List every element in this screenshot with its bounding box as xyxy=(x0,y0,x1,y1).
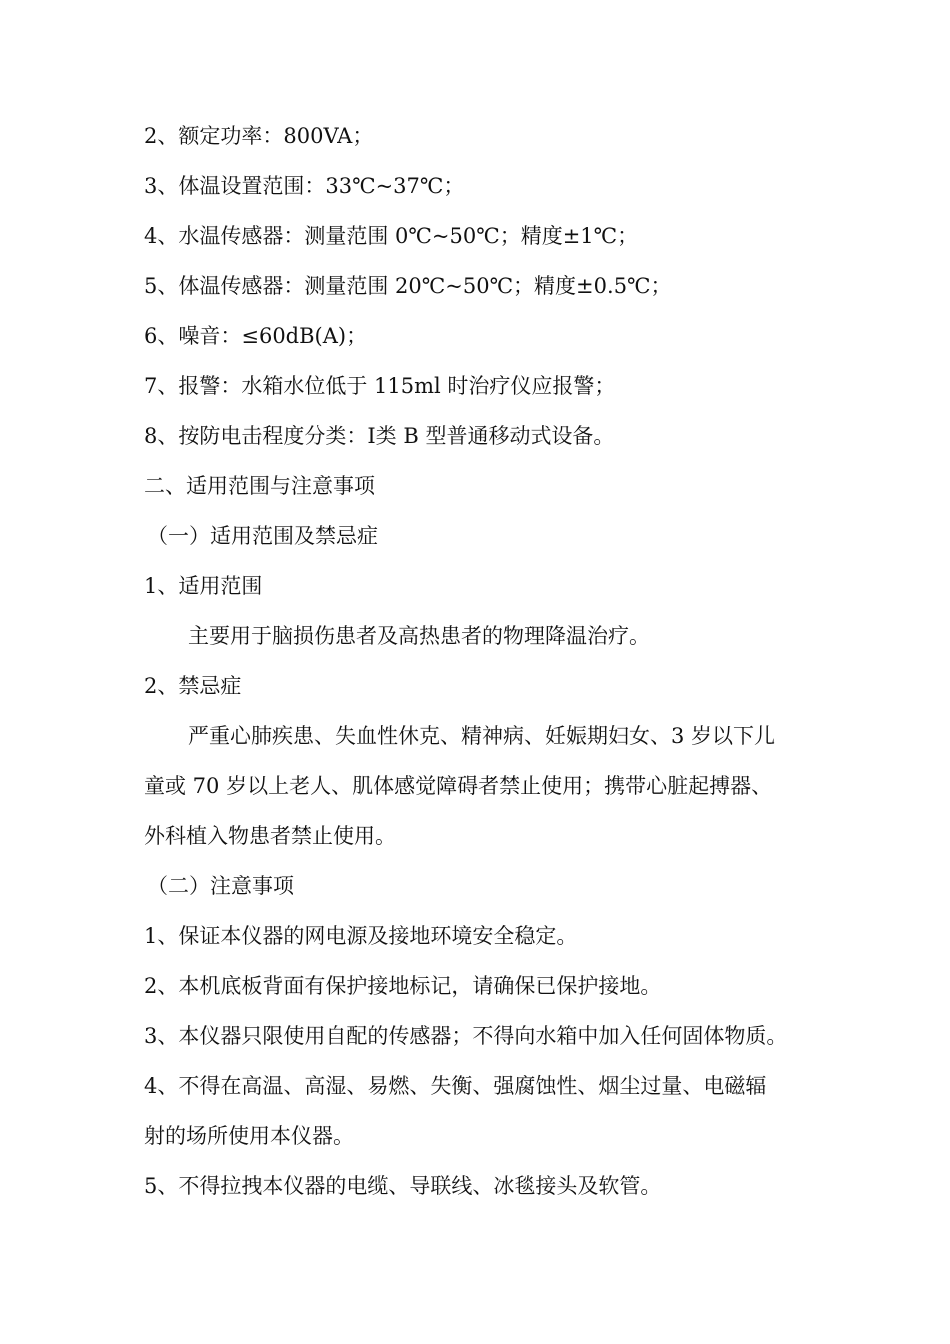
spec-body-temp-range: 3、体温设置范围：33℃~37℃； xyxy=(144,174,465,198)
subsection-heading-precautions: （二）注意事项 xyxy=(147,874,294,898)
precaution-2: 2、本机底板背面有保护接地标记，请确保已保护接地。 xyxy=(144,974,662,998)
precaution-4-line-2: 射的场所使用本仪器。 xyxy=(144,1124,354,1148)
scope-paragraph: 主要用于脑损伤患者及高热患者的物理降温治疗。 xyxy=(188,624,650,648)
section-heading: 二、适用范围与注意事项 xyxy=(144,474,375,498)
spec-alarm: 7、报警：水箱水位低于 115ml 时治疗仪应报警； xyxy=(144,374,616,398)
spec-noise: 6、噪音：≤60dB(A)； xyxy=(144,324,368,348)
precaution-1: 1、保证本仪器的网电源及接地环境安全稳定。 xyxy=(144,924,578,948)
precaution-3: 3、本仪器只限使用自配的传感器；不得向水箱中加入任何固体物质。 xyxy=(144,1024,788,1048)
precaution-5: 5、不得拉拽本仪器的电缆、导联线、冰毯接头及软管。 xyxy=(144,1174,662,1198)
contraindications-line-3: 外科植入物患者禁止使用。 xyxy=(144,824,396,848)
item-heading-scope: 1、适用范围 xyxy=(144,574,263,598)
spec-rated-power: 2、额定功率：800VA； xyxy=(144,124,374,148)
subsection-heading-scope: （一）适用范围及禁忌症 xyxy=(147,524,378,548)
item-heading-contraindications: 2、禁忌症 xyxy=(144,674,242,698)
contraindications-line-2: 童或 70 岁以上老人、肌体感觉障碍者禁止使用；携带心脏起搏器、 xyxy=(144,774,773,798)
precaution-4-line-1: 4、不得在高温、高湿、易燃、失衡、强腐蚀性、烟尘过量、电磁辐 xyxy=(144,1074,767,1098)
spec-shock-class: 8、按防电击程度分类：Ⅰ类 B 型普通移动式设备。 xyxy=(144,424,615,448)
contraindications-line-1: 严重心肺疾患、失血性休克、精神病、妊娠期妇女、3 岁以下儿 xyxy=(188,724,776,748)
spec-body-temp-sensor: 5、体温传感器：测量范围 20℃~50℃；精度±0.5℃； xyxy=(144,274,672,298)
spec-water-temp-sensor: 4、水温传感器：测量范围 0℃~50℃；精度±1℃； xyxy=(144,224,639,248)
